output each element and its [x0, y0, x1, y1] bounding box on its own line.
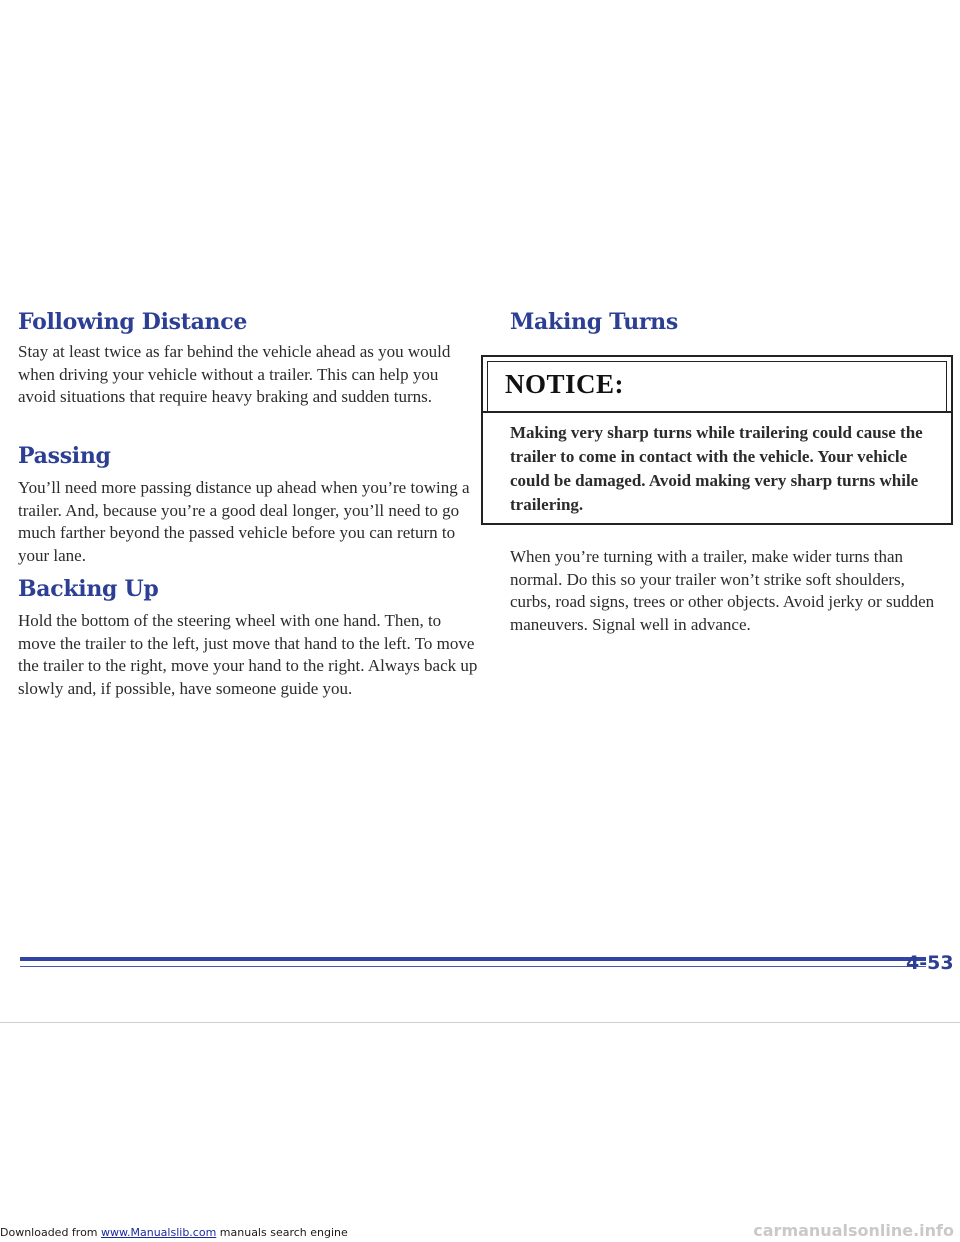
watermark-prefix: Downloaded from: [0, 1226, 102, 1239]
backing-up-paragraph: Hold the bottom of the steering wheel with one hand. Then, to move the trailer to the left, just move that hand to the left. To move the trailer to the right, move your hand to the right. Always back up slowly and, if possible, have someone guide you.: [18, 611, 478, 698]
footer-rule-thin: [20, 966, 926, 967]
site-watermark: carmanualsonline.info: [753, 1221, 954, 1240]
following-distance-paragraph: Stay at least twice as far behind the vehicle ahead as you would when driving your vehicle without a trailer. This can help you avoid situations that require heavy braking and sudden turns.: [18, 342, 451, 406]
notice-divider: [483, 411, 951, 413]
following-distance-heading: Following Distance: [18, 309, 248, 335]
notice-box: [481, 355, 953, 525]
notice-title: NOTICE:: [505, 369, 625, 399]
making-turns-paragraph: When you’re turning with a trailer, make wider turns than normal. Do this so your trailer won’t strike soft shoulders, curbs, road signs, trees or other objects. Avoid jerky or sudden maneuvers. Signal well in advance.: [510, 547, 935, 634]
footer-rule: [20, 957, 926, 961]
page-number: 4-53: [906, 952, 954, 974]
making-turns-heading: Making Turns: [510, 309, 678, 335]
download-watermark: [0, 1226, 348, 1239]
notice-body: Making very sharp turns while trailering could cause the trailer to come in contact with the vehicle. Your vehicle could be damaged. Avoid making very sharp turns while trailering.: [510, 423, 923, 514]
passing-heading: Passing: [18, 443, 111, 469]
scan-divider: [0, 1022, 960, 1023]
backing-up-heading: Backing Up: [18, 576, 159, 602]
manualslib-link[interactable]: www.Manualslib.com: [101, 1226, 217, 1239]
passing-paragraph: You’ll need more passing distance up ahead when you’re towing a trailer. And, because you’re a good deal longer, you’ll need to go much farther beyond the passed vehicle before you can return to your lane.: [18, 478, 470, 565]
watermark-suffix: manuals search engine: [216, 1226, 348, 1239]
